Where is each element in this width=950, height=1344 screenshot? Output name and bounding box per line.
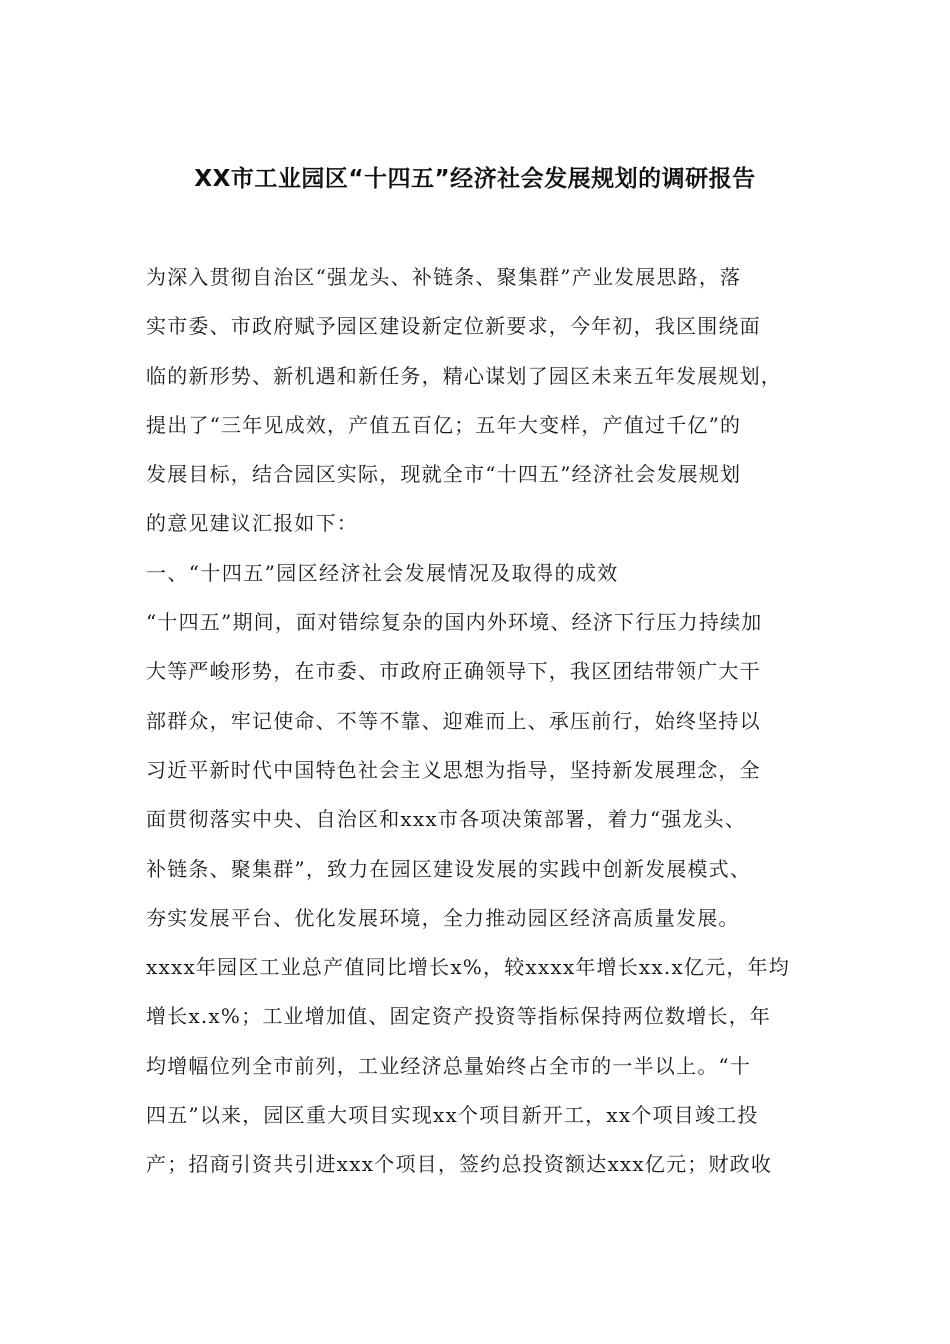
body-line: 实市委、市政府赋予园区建设新定位新要求，今年初，我区围绕面 xyxy=(146,314,761,339)
body-line: “十四五”期间，面对错综复杂的国内外环境、经济下行压力持续加 xyxy=(146,610,763,635)
body-line: 部群众，牢记使命、不等不靠、迎难而上、承压前行，始终坚持以 xyxy=(146,708,761,733)
body-line: 补链条、聚集群”，致力在园区建设发展的实践中创新发展模式、 xyxy=(146,856,752,881)
body-line: 大等严峻形势，在市委、市政府正确领导下，我区团结带领广大干 xyxy=(146,659,761,684)
body-line: xxxx年园区工业总产值同比增长x%，较xxxx年增长xx.x亿元，年均 xyxy=(146,955,790,980)
body-line: 产；招商引资共引进xxx个项目，签约总投资额达xxx亿元；财政收 xyxy=(146,1152,773,1177)
document-title: XX市工业园区“十四五”经济社会发展规划的调研报告 xyxy=(194,166,756,192)
body-line: 提出了“三年见成效，产值五百亿；五年大变样，产值过千亿”的 xyxy=(146,412,742,437)
body-line: 增长x.x%；工业增加值、固定资产投资等指标保持两位数增长，年 xyxy=(146,1004,772,1029)
section-heading: 一、“十四五”园区经济社会发展情况及取得的成效 xyxy=(146,560,619,585)
body-line: 为深入贯彻自治区“强龙头、补链条、聚集群”产业发展思路，落 xyxy=(146,265,742,289)
body-line: 习近平新时代中国特色社会主义思想为指导，坚持新发展理念，全 xyxy=(146,757,761,782)
body-line: 均增幅位列全市前列，工业经济总量始终占全市的一半以上。“十 xyxy=(146,1053,752,1078)
body-line: 面贯彻落实中央、自治区和xxx市各项决策部署，着力“强龙头、 xyxy=(146,807,747,832)
body-line: 四五”以来，园区重大项目实现xx个项目新开工，xx个项目竣工投 xyxy=(146,1103,759,1128)
body-line: 的意见建议汇报如下： xyxy=(146,511,358,536)
document-body xyxy=(146,253,816,1190)
body-line: 发展目标，结合园区实际，现就全市“十四五”经济社会发展规划 xyxy=(146,462,742,487)
body-line: 临的新形势、新机遇和新任务，精心谋划了园区未来五年发展规划， xyxy=(146,363,782,388)
body-line: 夯实发展平台、优化发展环境，全力推动园区经济高质量发展。 xyxy=(146,905,740,930)
